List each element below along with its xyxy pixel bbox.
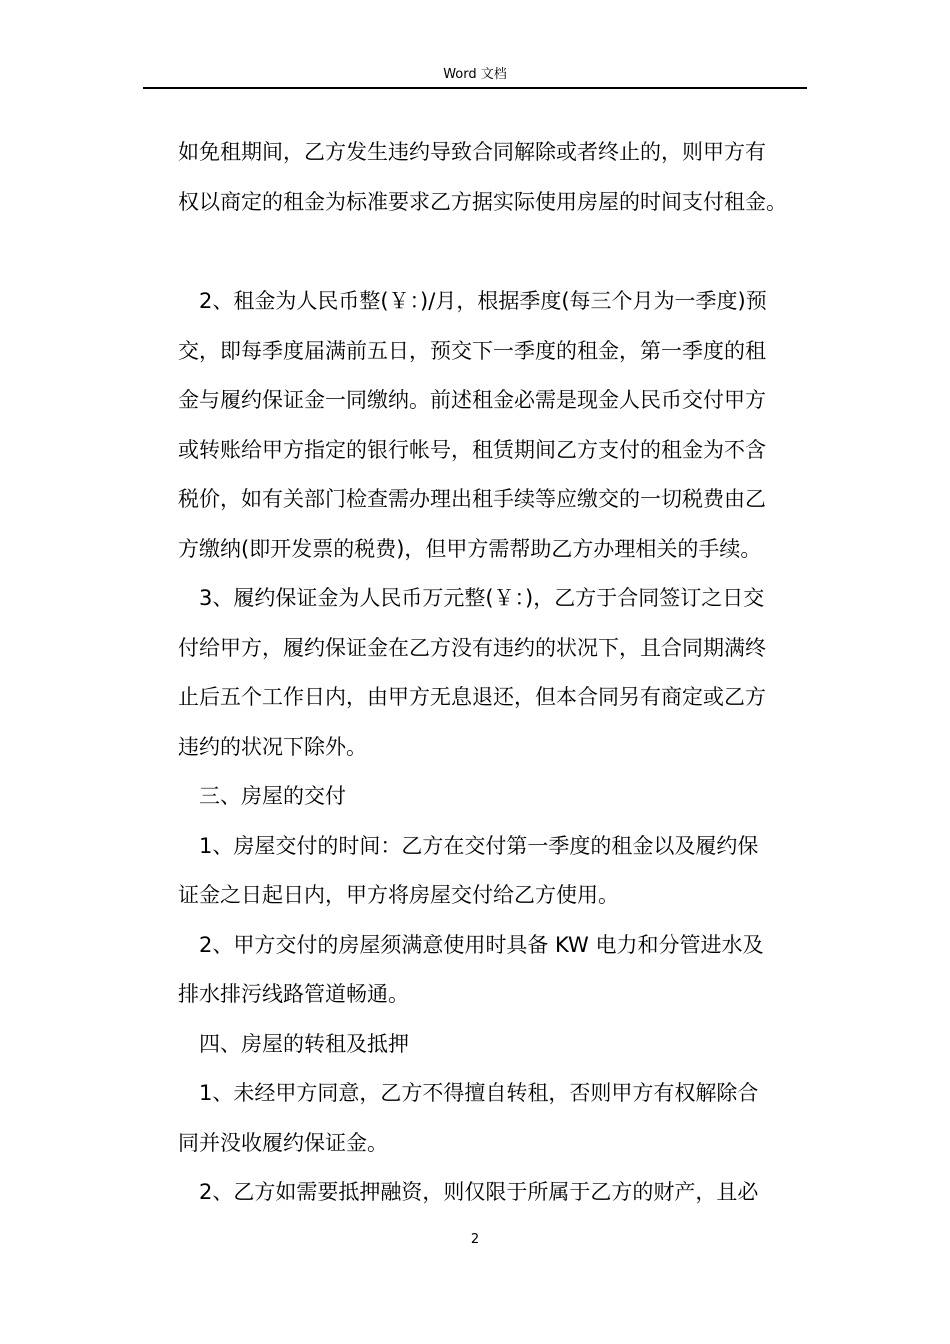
text-line: 同并没收履约保证金。 (178, 1130, 388, 1155)
text-line: 如免租期间，乙方发生违约导致合同解除或者终止的，则甲方有 (178, 140, 766, 164)
text-line: 2、甲方交付的房屋须满意使用时具备 KW 电力和分管进水及 (199, 932, 764, 957)
section-heading-delivery: 三、房屋的交付 (199, 784, 346, 808)
text-line: 权以商定的租金为标准要求乙方据实际使用房屋的时间支付租金。 (178, 189, 787, 214)
text-line: 付给甲方，履约保证金在乙方没有违约的状况下，且合同期满终 (178, 635, 766, 660)
text-line: 2、租金为人民币整(￥：)/月，根据季度(每三个月为一季度)预 (199, 289, 767, 313)
text-line: 止后五个工作日内，由甲方无息退还，但本合同另有商定或乙方 (178, 685, 766, 709)
header-title: Word 文档 (443, 67, 507, 82)
text-line: 或转账给甲方指定的银行帐号，租赁期间乙方支付的租金为不含 (178, 437, 766, 462)
paragraph-rent-free-period (178, 128, 818, 227)
text-line: 证金之日起日内，甲方将房屋交付给乙方使用。 (178, 883, 619, 907)
text-line: 1、房屋交付的时间：乙方在交付第一季度的租金以及履约保 (199, 833, 759, 858)
text-line: 税价，如有关部门检查需办理出租手续等应缴交的一切税费由乙 (178, 487, 766, 511)
page-number: 2 (470, 1232, 480, 1247)
section-heading-sublease: 四、房屋的转租及抵押 (199, 1031, 409, 1056)
text-line: 排水排污线路管道畅通。 (178, 982, 409, 1006)
paragraph-rent-clause (178, 277, 818, 1218)
text-line: 违约的状况下除外。 (178, 734, 367, 759)
text-line: 方缴纳(即开发票的税费)，但甲方需帮助乙方办理相关的手续。 (178, 536, 762, 561)
text-line: 交，即每季度届满前五日，预交下一季度的租金，第一季度的租 (178, 338, 766, 363)
text-line: 2、乙方如需要抵押融资，则仅限于所属于乙方的财产，且必 (199, 1180, 759, 1204)
text-line: 金与履约保证金一同缴纳。前述租金必需是现金人民币交付甲方 (178, 388, 766, 412)
text-line: 3、履约保证金为人民币万元整(￥：)，乙方于合同签订之日交 (199, 586, 765, 610)
header-divider (143, 87, 807, 89)
text-line: 1、未经甲方同意，乙方不得擅自转租，否则甲方有权解除合 (199, 1081, 759, 1105)
